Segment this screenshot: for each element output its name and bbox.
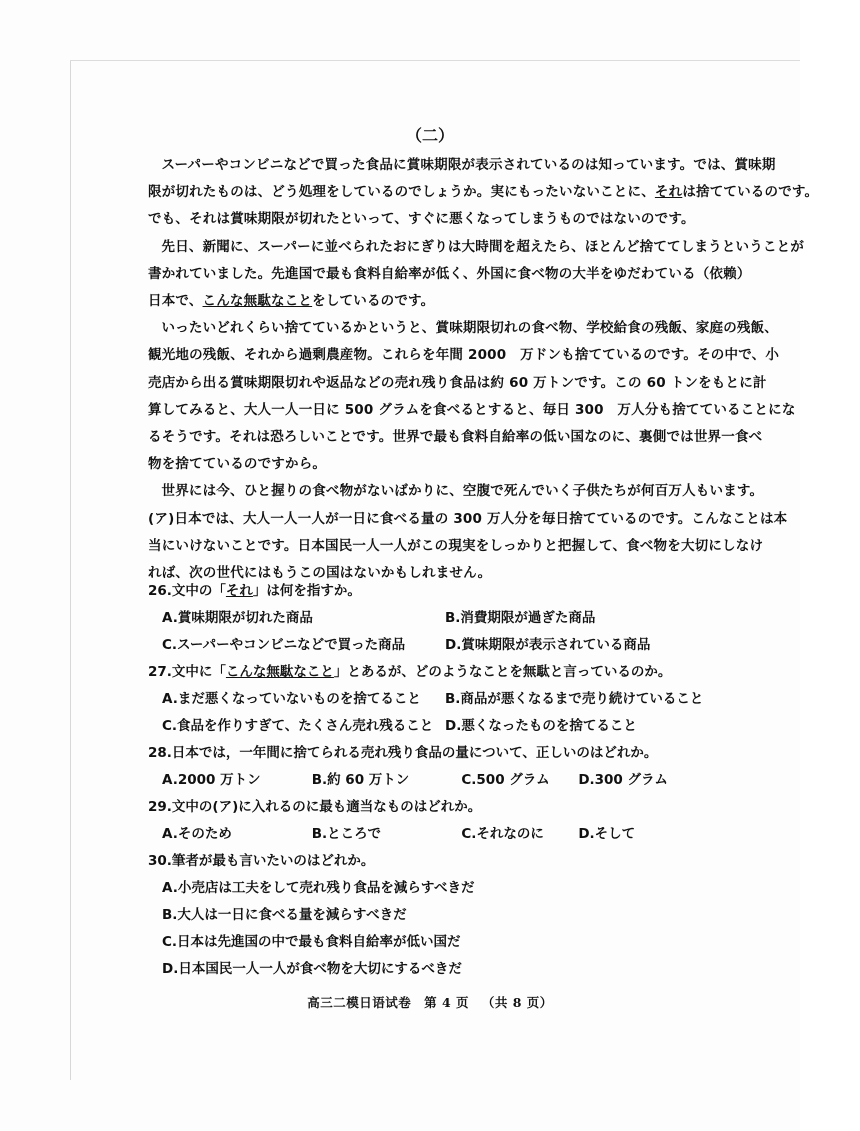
exam-title: 高三二模日语试卷	[307, 995, 412, 1010]
question-29	[148, 794, 728, 848]
question-stem	[148, 659, 728, 686]
option-b[interactable]: B.商品が悪くなるまで売り続けていること	[445, 691, 704, 707]
option-row	[148, 632, 728, 659]
passage-text: は捨てているのです。	[682, 184, 819, 201]
passage-line: 観光地の残飯、それから過剰農産物。これらを年間 2000 万ドンも捨てているのです。その中で、小	[148, 347, 780, 364]
passage-line: 世界には今、ひと握りの食べ物がないばかりに、空腹で死んでいく子供たちが何百万人もいます。	[161, 483, 764, 500]
paragraph-3	[148, 315, 796, 478]
question-26	[148, 578, 728, 659]
passage-line: 先日、新聞に、スーパーに並べられたおにぎりは大時間を超えたら、ほとんど捨ててしまうということが	[161, 238, 805, 255]
underlined-sore: それ	[654, 184, 683, 201]
paragraph-1	[148, 152, 819, 234]
stem-text: 」とあるが、どのようなことを無駄と言っているのか。	[333, 664, 672, 680]
passage-text: 日本で、	[148, 293, 203, 310]
passage-line	[148, 288, 718, 315]
option-c[interactable]: C.それなのに	[461, 826, 544, 842]
option-d[interactable]: D.300 グラム	[578, 772, 668, 788]
stem-text: 27.文中に「	[148, 664, 226, 680]
option-c[interactable]: C.食品を作りすぎて、たくさん売れ残ること	[162, 718, 434, 734]
question-stem: 28.日本では，一年間に捨てられる売れ残り食品の量について、正しいのはどれか。	[148, 745, 658, 761]
question-27	[148, 659, 728, 740]
option-a[interactable]: A.小売店は工夫をして売れ残り食品を減らすべきだ	[162, 880, 475, 896]
question-stem: 30.筆者が最も言いたいのはどれか。	[148, 853, 375, 869]
option-b[interactable]: B.約 60 万トン	[311, 772, 410, 788]
passage-line: (ア)日本では、大人一人一人が一日に食べる量の 300 万人分を毎日捨てているのです。こんなことは本	[148, 510, 788, 527]
option-row	[148, 767, 728, 794]
passage-line: 当にいけないことです。日本国民一人一人がこの現実をしっかりと把握して、食べ物を大切にしなけ	[148, 537, 764, 554]
question-list	[148, 578, 728, 983]
page-number: 第 4 页	[424, 995, 469, 1010]
passage-line: いったいどれくらい捨てているかというと、賞味期限切れの食べ物、学校給食の残飯、家庭の残飯、	[161, 320, 778, 337]
option-d[interactable]: D.日本国民一人一人が食べ物を大切にするべきだ	[162, 961, 462, 977]
passage-line: れば、次の世代にはもうこの国はないかもしれません。	[148, 565, 492, 582]
question-28	[148, 740, 728, 794]
option-c[interactable]: C.スーパーやコンビニなどで買った商品	[162, 637, 406, 653]
option-c[interactable]: C.日本は先進国の中で最も食料自給率が低い国だ	[162, 934, 461, 950]
underlined-konna-muda: こんな無駄なこと	[202, 293, 313, 310]
option-d[interactable]: D.賞味期限が表示されている商品	[445, 637, 651, 653]
option-row	[148, 713, 728, 740]
paragraph-4	[148, 478, 788, 587]
option-row	[148, 821, 728, 848]
page-edge-top	[70, 60, 800, 61]
page-edge-left	[70, 60, 71, 1080]
passage-text: 限が切れたものは、どう処理をしているのでしょうか。実にもったいないことに、	[148, 184, 655, 201]
passage-line: 物を捨てているのですから。	[148, 456, 327, 473]
passage-line: るそうです。それは恐ろしいことです。世界で最も食料自給率の低い国なのに、裏側では世界一食べ	[148, 429, 763, 446]
question-stem: 29.文中の(ア)に入れるのに最も適当なものはどれか。	[148, 799, 482, 815]
passage-line: 書かれていました。先進国で最も食料自給率が低く、外国に食べ物の大半をゆだわている（依赖）	[148, 265, 751, 282]
page-total: （共 8 页）	[481, 995, 553, 1010]
option-d[interactable]: D.そして	[578, 826, 636, 842]
option-a[interactable]: A.2000 万トン	[162, 772, 261, 788]
stem-text: 」は何を指すか。	[252, 583, 361, 599]
stem-underlined: こんな無駄なこと	[225, 664, 334, 680]
option-row	[148, 605, 728, 632]
option-c[interactable]: C.500 グラム	[461, 772, 550, 788]
option-row	[148, 686, 728, 713]
passage-line: 売店から出る賞味期限切れや返品などの売れ残り食品は約 60 万トンです。この 60 トンをもとに計	[148, 374, 767, 391]
option-b[interactable]: B.大人は一日に食べる量を減らすべきだ	[162, 907, 407, 923]
option-b[interactable]: B.ところで	[311, 826, 381, 842]
section-title: （二）	[405, 126, 454, 145]
option-b[interactable]: B.消費期限が過ぎた商品	[445, 610, 596, 626]
option-a[interactable]: A.そのため	[162, 826, 232, 842]
option-d[interactable]: D.悪くなったものを捨てること	[445, 718, 637, 734]
question-30	[148, 848, 728, 983]
question-stem	[148, 578, 728, 605]
option-a[interactable]: A.賞味期限が切れた商品	[162, 610, 313, 626]
passage-line: 算してみると、大人一人一日に 500 グラムを食べるとすると、毎日 300 万人分も捨てていることにな	[148, 401, 796, 418]
stem-text: 26.文中の「	[148, 583, 226, 599]
option-a[interactable]: A.まだ悪くなっていないものを捨てること	[162, 691, 421, 707]
reading-passage	[148, 152, 819, 587]
passage-line	[148, 179, 819, 206]
stem-underlined: それ	[225, 583, 253, 599]
page-footer	[0, 993, 860, 1011]
paragraph-2	[148, 234, 805, 316]
passage-text: をしているのです。	[312, 293, 435, 310]
passage-line: でも、それは賞味期限が切れたといって、すぐに悪くなってしまうものではないのです。	[148, 211, 695, 228]
passage-line: スーパーやコンビニなどで買った食品に賞味期限が表示されているのは知っています。では、賞味期	[161, 157, 776, 173]
